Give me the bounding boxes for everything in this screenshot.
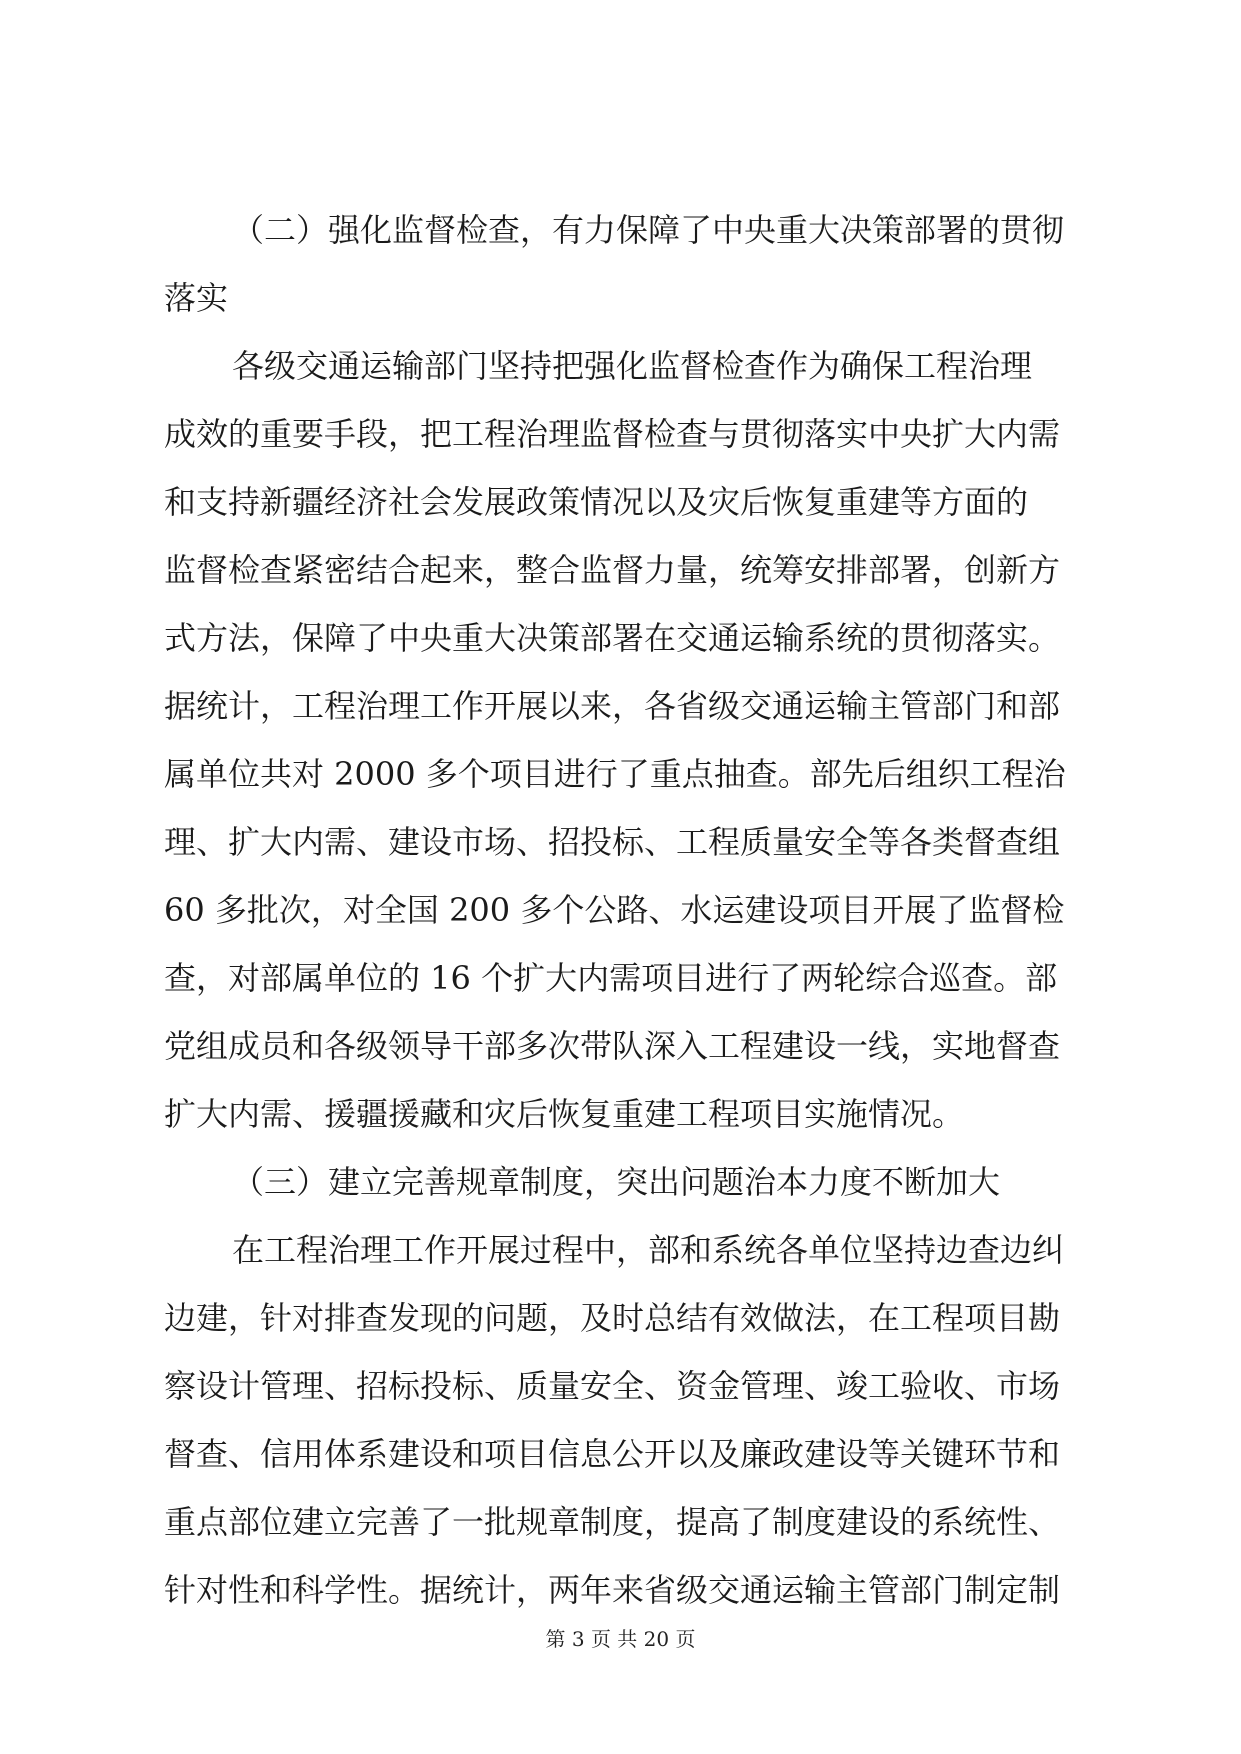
section-heading-2 (164, 196, 1084, 332)
text-line: （三）建立完善规章制度，突出问题治本力度不断加大 (232, 1163, 1001, 1201)
text-line: 重点部位建立完善了一批规章制度，提高了制度建设的系统性、 (164, 1503, 1061, 1541)
text-line: 式方法，保障了中央重大决策部署在交通运输系统的贯彻落实。 (164, 619, 1061, 657)
text-line: 在工程治理工作开展过程中，部和系统各单位坚持边查边纠 (232, 1231, 1065, 1269)
text-line: 60 多批次，对全国 200 多个公路、水运建设项目开展了监督检 (164, 891, 1065, 929)
text-line: 扩大内需、援疆援藏和灾后恢复重建工程项目实施情况。 (164, 1095, 965, 1133)
text-line: 落实 (164, 279, 229, 317)
text-line: 据统计，工程治理工作开展以来，各省级交通运输主管部门和部 (164, 687, 1061, 725)
text-line: （二）强化监督检查，有力保障了中央重大决策部署的贯彻 (232, 211, 1065, 249)
text-line: 察设计管理、招标投标、质量安全、资金管理、竣工验收、市场 (164, 1367, 1061, 1405)
text-line: 党组成员和各级领导干部多次带队深入工程建设一线，实地督查 (164, 1027, 1061, 1065)
body-paragraph-2 (164, 1216, 1084, 1624)
text-line: 和支持新疆经济社会发展政策情况以及灾后恢复重建等方面的 (164, 483, 1029, 521)
text-line: 查，对部属单位的 16 个扩大内需项目进行了两轮综合巡查。部 (164, 959, 1058, 997)
page-content (164, 196, 1084, 1624)
text-line: 监督检查紧密结合起来，整合监督力量，统筹安排部署，创新方 (164, 551, 1061, 589)
text-line: 成效的重要手段，把工程治理监督检查与贯彻落实中央扩大内需 (164, 415, 1061, 453)
text-line: 属单位共对 2000 多个项目进行了重点抽查。部先后组织工程治 (164, 755, 1066, 793)
text-line: 各级交通运输部门坚持把强化监督检查作为确保工程治理 (232, 347, 1033, 385)
text-line: 督查、信用体系建设和项目信息公开以及廉政建设等关键环节和 (164, 1435, 1061, 1473)
section-heading-3 (164, 1148, 1084, 1216)
text-line: 理、扩大内需、建设市场、招投标、工程质量安全等各类督查组 (164, 823, 1061, 861)
text-line: 边建，针对排查发现的问题，及时总结有效做法，在工程项目勘 (164, 1299, 1061, 1337)
page-number-footer: 第 3 页 共 20 页 (545, 1627, 696, 1651)
body-paragraph-1 (164, 332, 1084, 1148)
text-line: 针对性和科学性。据统计，两年来省级交通运输主管部门制定制 (164, 1571, 1061, 1609)
